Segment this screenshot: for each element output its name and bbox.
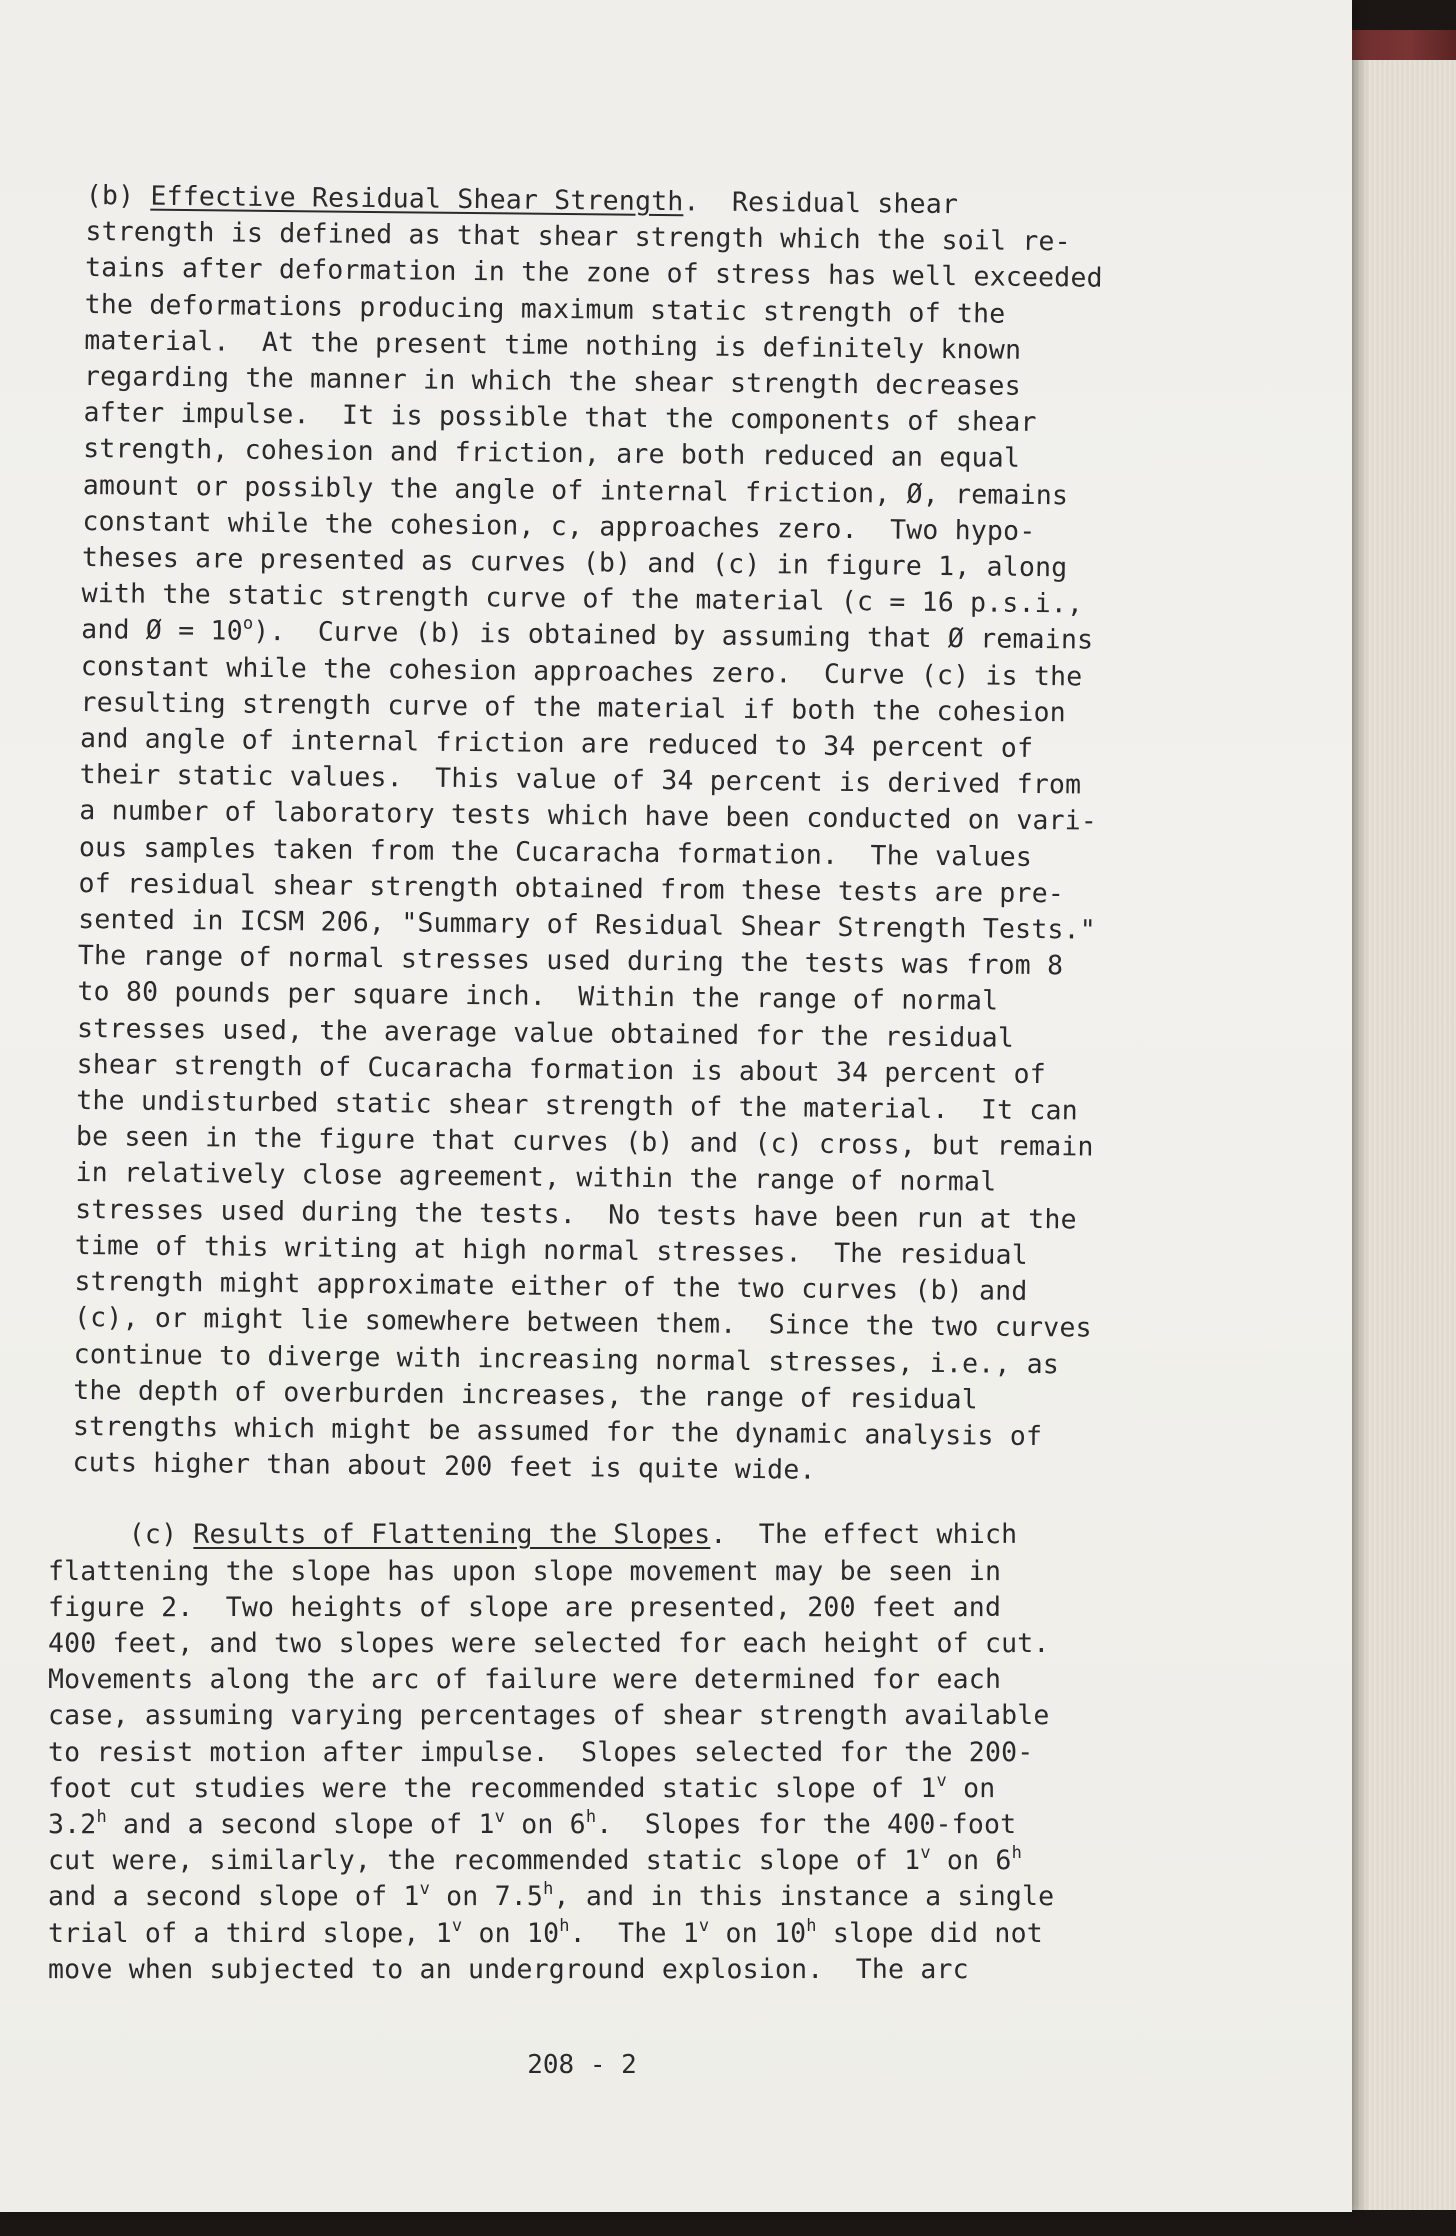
text-line — [48, 1662, 1168, 1698]
text-run: theses are presented as curves (b) and (c) in figure 1, along — [81, 542, 1068, 584]
text-run: flattening the slope has upon slope movement may be seen in — [48, 1555, 1002, 1587]
paragraph-c — [48, 1517, 1168, 1988]
text-run: , and in this instance a single — [553, 1881, 1055, 1913]
text-run: (c), or might lie somewhere between them. Since the two curves — [73, 1302, 1092, 1344]
text-line — [48, 1952, 1168, 1988]
text-line — [48, 1590, 1168, 1626]
text-run: the undisturbed static shear strength of the material. It can — [76, 1085, 1079, 1127]
superscript: h — [559, 1915, 570, 1936]
text-run: (b) — [85, 179, 151, 212]
superscript: o — [242, 614, 254, 635]
text-run: trial of a third slope, 1 — [48, 1917, 452, 1949]
text-run: foot cut studies were the recommended static slope of 1 — [48, 1772, 937, 1804]
text-run: stresses used during the tests. No tests have been run at the — [75, 1193, 1077, 1236]
text-run: on — [946, 1772, 996, 1804]
text-run: constant while the cohesion approaches zero. Curve (c) is the — [80, 650, 1083, 693]
text-run: cut were, similarly, the recommended static slope of 1 — [48, 1845, 921, 1877]
text-run: continue to diverge with increasing normal stresses, i.e., as — [73, 1338, 1060, 1380]
text-run: the deformations producing maximum static strength of the — [84, 288, 1006, 330]
text-run: figure 2. Two heights of slope are presented, 200 feet and — [48, 1591, 1002, 1623]
text-run: and a second slope of 1 — [48, 1881, 420, 1913]
text-run: of residual shear strength obtained from these tests are pre- — [78, 867, 1065, 910]
text-line — [48, 1771, 1168, 1807]
text-run: after impulse. It is possible that the components of shear — [83, 397, 1037, 439]
superscript: h — [543, 1879, 554, 1900]
text-run: in relatively close agreement, within the range of normal — [75, 1157, 997, 1199]
superscript: h — [806, 1915, 817, 1936]
text-line — [48, 1554, 1168, 1590]
text-run: amount or possibly the angle of internal friction, Ø, remains — [82, 469, 1069, 511]
text-run: strength might approximate either of the two curves (b) and — [74, 1266, 1028, 1308]
superscript: h — [1011, 1843, 1022, 1864]
text-line — [48, 1735, 1168, 1771]
text-run: (c) — [48, 1519, 194, 1551]
text-run: on 7.5 — [430, 1881, 544, 1913]
superscript: v — [451, 1915, 463, 1936]
text-run: case, assuming varying percentages of shear strength available — [48, 1700, 1050, 1732]
text-run: a number of laboratory tests which have been conducted on vari- — [79, 795, 1098, 838]
text-run: on 10 — [462, 1917, 560, 1949]
page-number: 208 - 2 — [527, 2050, 637, 2080]
text-run: and a second slope of 1 — [106, 1808, 495, 1840]
text-line — [48, 1807, 1168, 1843]
text-run: . The 1 — [569, 1917, 699, 1949]
text-run: to resist motion after impulse. Slopes selected for the 200- — [48, 1736, 1034, 1768]
text-run: on 6 — [930, 1845, 1012, 1877]
text-run: on 10 — [709, 1917, 807, 1949]
text-run: their static values. This value of 34 percent is derived from — [79, 759, 1082, 801]
text-run: strength, cohesion and friction, are both reduced an equal — [83, 433, 1021, 475]
text-line — [48, 1879, 1168, 1915]
text-run: the depth of overburden increases, the range of residual — [73, 1374, 979, 1416]
text-run: sented in ICSM 206, "Summary of Residual Shear Strength Tests." — [78, 904, 1097, 946]
text-run: be seen in the figure that curves (b) and (c) cross, but remain — [75, 1121, 1094, 1163]
text-run: and Ø = 10 — [81, 614, 243, 648]
text-run: ). Curve (b) is obtained by assuming that Ø remains — [253, 616, 1094, 657]
superscript: v — [920, 1843, 931, 1864]
text-run: strength is defined as that shear strength which the soil re- — [85, 216, 1071, 258]
superscript: v — [494, 1806, 506, 1827]
text-run: Movements along the arc of failure were determined for each — [48, 1664, 1002, 1696]
text-line — [48, 1843, 1168, 1879]
superscript: h — [96, 1806, 107, 1827]
text-run: constant while the cohesion, c, approaches zero. Two hypo- — [82, 505, 1036, 547]
text-run: stresses used, the average value obtained for the residual — [76, 1012, 1015, 1054]
body-text — [48, 178, 1168, 1988]
text-run: tains after deformation in the zone of stress has well exceeded — [84, 252, 1103, 295]
section-heading: Results of Flattening the Slopes — [193, 1519, 711, 1551]
superscript: v — [936, 1770, 947, 1791]
text-run: 400 feet, and two slopes were selected for each height of cut. — [48, 1627, 1050, 1659]
text-run: The range of normal stresses used during the tests was from 8 — [77, 940, 1064, 982]
text-line — [48, 1698, 1168, 1734]
superscript: v — [698, 1915, 710, 1936]
section-heading: Effective Residual Shear Strength — [150, 180, 684, 218]
text-run: 3.2 — [48, 1808, 97, 1840]
text-run: . Slopes for the 400-foot — [596, 1808, 1017, 1840]
paragraph-b — [72, 178, 1168, 1493]
text-run: time of this writing at high normal stresses. The residual — [74, 1229, 1029, 1271]
bottom-background — [0, 2210, 1456, 2236]
text-run: strengths which might be assumed for the dynamic analysis of — [72, 1410, 1043, 1452]
text-run: with the static strength curve of the material (c = 16 p.s.i., — [81, 578, 1084, 620]
text-run: resulting strength curve of the material if both the cohesion — [80, 686, 1067, 729]
text-run: to 80 pounds per square inch. Within the range of normal — [77, 976, 999, 1018]
text-run: cuts higher than about 200 feet is quite wide. — [72, 1447, 816, 1486]
text-run: move when subjected to an underground explosion. The arc — [48, 1953, 969, 1985]
text-run: material. At the present time nothing is definitely known — [84, 324, 1022, 366]
text-run: and angle of internal friction are reduced to 34 percent of — [79, 723, 1034, 764]
text-run: regarding the manner in which the shear strength decreases — [83, 361, 1021, 402]
text-line — [48, 1517, 1168, 1553]
text-run: . Residual shear — [683, 186, 959, 221]
text-run: shear strength of Cucaracha formation is about 34 percent of — [76, 1048, 1047, 1090]
text-run: slope did not — [816, 1917, 1043, 1949]
text-line — [48, 1916, 1168, 1952]
text-run: ous samples taken from the Cucaracha formation. The values — [78, 831, 1033, 873]
superscript: h — [585, 1806, 597, 1827]
text-line — [48, 1626, 1168, 1662]
superscript: v — [419, 1879, 430, 1900]
text-run: on 6 — [505, 1808, 586, 1840]
text-run: . The effect which — [710, 1519, 1018, 1551]
